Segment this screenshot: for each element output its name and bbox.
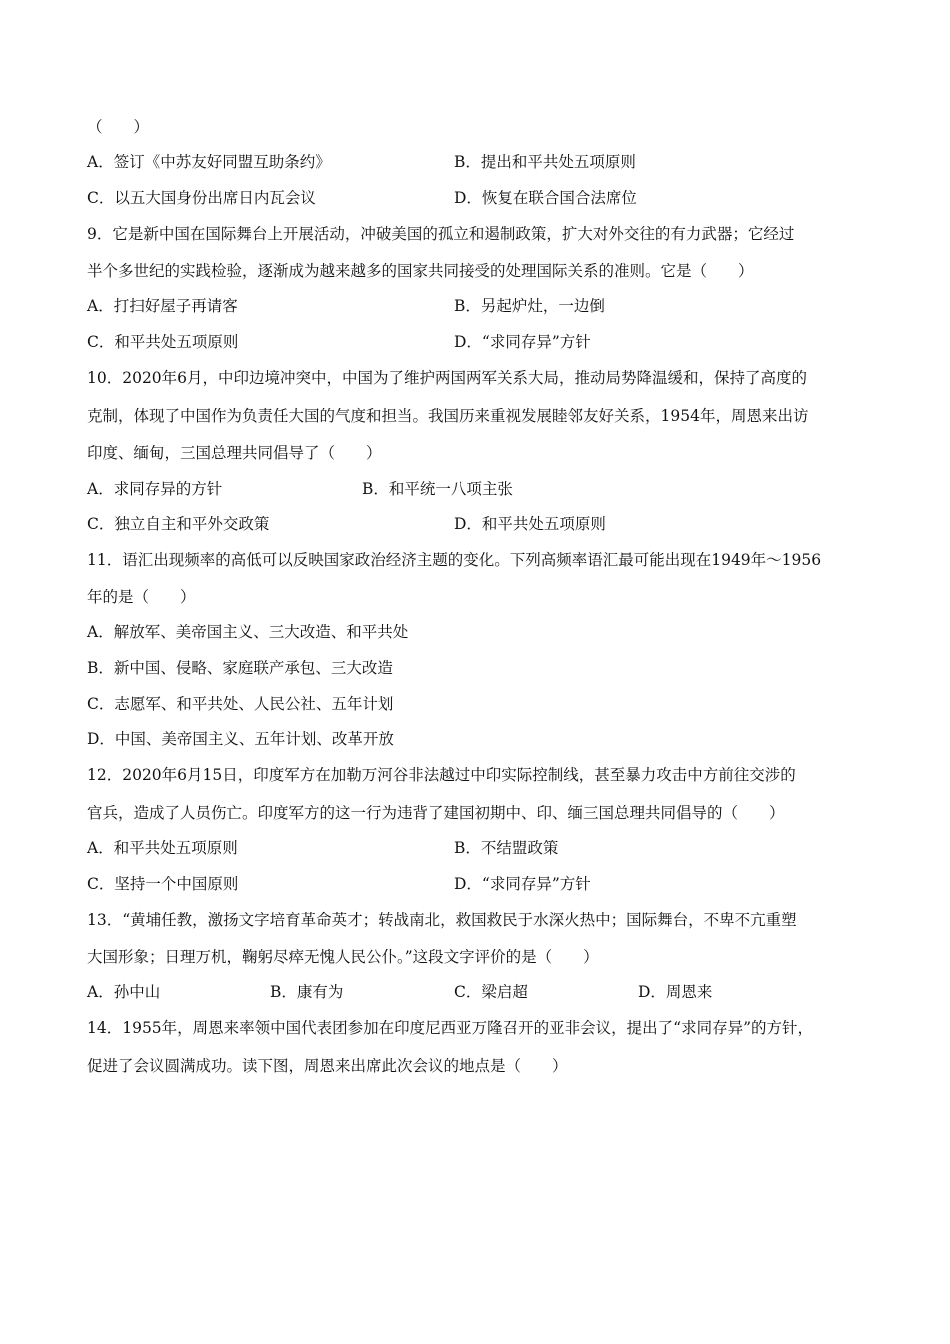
q13-stem-line-1: 13．“黄埔任教，激扬文字培育革命英才；转战南北，救国救民于水深火热中；国际舞台，不卑不亢重塑 bbox=[87, 911, 797, 929]
q13-option-a: A．孙中山 bbox=[87, 983, 161, 1001]
q9-option-b: B．另起炉灶，一边倒 bbox=[454, 297, 605, 315]
q14-stem-line-2: 促进了会议圆满成功。读下图，周恩来出席此次会议的地点是（ ） bbox=[87, 1057, 568, 1075]
q9-option-a: A．打扫好屋子再请客 bbox=[87, 297, 238, 315]
q8-option-a: A．签订《中苏友好同盟互助条约》 bbox=[87, 153, 331, 171]
q10-stem-line-1: 10．2020年6月，中印边境冲突中，中国为了维护两国两军关系大局，推动局势降温缓和，保持了高度的 bbox=[87, 369, 808, 387]
q11-option-a: A．解放军、美帝国主义、三大改造、和平共处 bbox=[87, 623, 409, 641]
q10-option-c: C．独立自主和平外交政策 bbox=[87, 515, 270, 533]
q10-stem-line-3: 印度、缅甸，三国总理共同倡导了（ ） bbox=[87, 444, 382, 462]
q9-option-d: D．“求同存异”方针 bbox=[454, 333, 591, 351]
q8-option-c: C．以五大国身份出席日内瓦会议 bbox=[87, 189, 316, 207]
q12-option-a: A．和平共处五项原则 bbox=[87, 839, 238, 857]
q12-option-d: D．“求同存异”方针 bbox=[454, 875, 591, 893]
q13-option-b: B．康有为 bbox=[270, 983, 344, 1001]
q8-stem-tail: （ ） bbox=[87, 118, 150, 136]
q12-stem-line-1: 12．2020年6月15日，印度军方在加勒万河谷非法越过中印实际控制线，甚至暴力攻击中方前往交涉的 bbox=[87, 766, 796, 784]
q11-option-d: D．中国、美帝国主义、五年计划、改革开放 bbox=[87, 730, 394, 748]
q8-option-b: B．提出和平共处五项原则 bbox=[454, 153, 636, 171]
q12-stem-line-2: 官兵，造成了人员伤亡。印度军方的这一行为违背了建国初期中、印、缅三国总理共同倡导的（ ） bbox=[87, 804, 785, 822]
q10-stem-line-2: 克制，体现了中国作为负责任大国的气度和担当。我国历来重视发展睦邻友好关系，1954年，周恩来出访 bbox=[87, 407, 809, 425]
q11-stem-line-1: 11．语汇出现频率的高低可以反映国家政治经济主题的变化。下列高频率语汇最可能出现在1949年～1956 bbox=[87, 551, 822, 569]
q9-stem-line-2: 半个多世纪的实践检验，逐渐成为越来越多的国家共同接受的处理国际关系的准则。它是（ ） bbox=[87, 262, 754, 280]
q13-stem-line-2: 大国形象；日理万机，鞠躬尽瘁无愧人民公仆。”这段文字评价的是（ ） bbox=[87, 948, 599, 966]
q10-option-b: B．和平统一八项主张 bbox=[362, 480, 513, 498]
q13-option-c: C．梁启超 bbox=[454, 983, 528, 1001]
q11-option-b: B．新中国、侵略、家庭联产承包、三大改造 bbox=[87, 659, 393, 677]
q11-stem-line-2: 年的是（ ） bbox=[87, 588, 196, 606]
q10-option-d: D．和平共处五项原则 bbox=[454, 515, 606, 533]
q12-option-b: B．不结盟政策 bbox=[454, 839, 559, 857]
q11-option-c: C．志愿军、和平共处、人民公社、五年计划 bbox=[87, 695, 394, 713]
q14-stem-line-1: 14．1955年，周恩来率领中国代表团参加在印度尼西亚万隆召开的亚非会议，提出了“求同存异”的方针， bbox=[87, 1019, 814, 1037]
q10-option-a: A．求同存异的方针 bbox=[87, 480, 223, 498]
q12-option-c: C．坚持一个中国原则 bbox=[87, 875, 239, 893]
q9-stem-line-1: 9．它是新中国在国际舞台上开展活动，冲破美国的孤立和遏制政策，扩大对外交往的有力武器；它经过 bbox=[87, 225, 795, 243]
q8-option-d: D．恢复在联合国合法席位 bbox=[454, 189, 637, 207]
q9-option-c: C．和平共处五项原则 bbox=[87, 333, 239, 351]
q13-option-d: D．周恩来 bbox=[638, 983, 713, 1001]
